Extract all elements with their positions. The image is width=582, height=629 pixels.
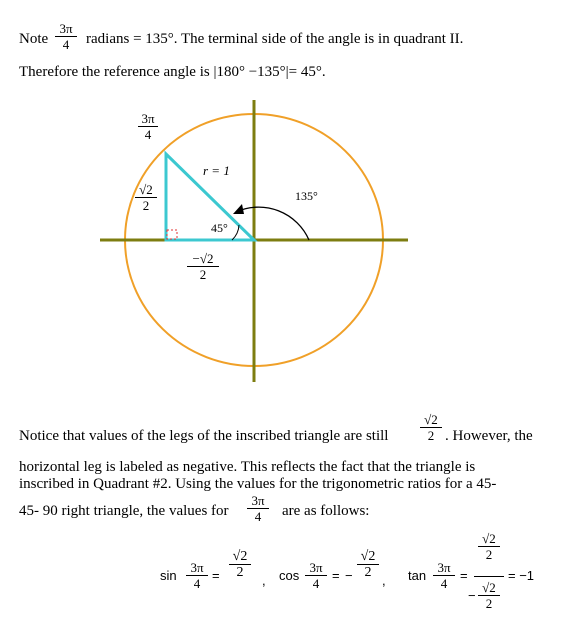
sin-label: sin (160, 568, 177, 583)
cos-arg-fraction: 3π 4 (305, 561, 327, 590)
tan-arg-fraction: 3π 4 (433, 561, 455, 590)
intro-line-1: radians = 135°. The terminal side of the angle is in quadrant II. (86, 31, 464, 47)
fraction-3pi-4: 3π 4 (55, 22, 77, 51)
tan-label: tan (408, 568, 427, 583)
fraction-3pi-4-body: 3π 4 (247, 494, 269, 523)
cos-negative-sign: − (345, 568, 353, 583)
sin-arg-fraction: 3π 4 (186, 561, 208, 590)
diagram-angle-label: 3π 4 (138, 112, 158, 141)
intro-line-2: Therefore the reference angle is |180° −135°|= 45°. (19, 64, 326, 80)
tan-denominator-fraction: √2 2 (478, 581, 500, 610)
angle-135-label: 135° (295, 189, 318, 203)
tan-main-fraction-bar (474, 576, 504, 577)
angle-45-arc (232, 225, 239, 240)
body-text-3: inscribed in Quadrant #2. Using the values for the trigonometric ratios for a 45- (19, 476, 497, 492)
tan-equals: = (460, 568, 468, 583)
body-text-4-end: are as follows: (282, 503, 370, 519)
tan-negative-sign: − (468, 588, 476, 603)
angle-45-label: 45° (211, 221, 228, 235)
right-angle-marker (167, 230, 177, 239)
fraction-root2-2: √2 2 (420, 413, 442, 442)
body-text-2: horizontal leg is labeled as negative. This reflects the fact that the triangle is (19, 459, 476, 475)
sin-comma: , (262, 573, 266, 588)
horizontal-leg-label: −√2 2 (187, 252, 219, 281)
sin-value-fraction: √2 2 (229, 550, 251, 579)
vertical-leg-label: √2 2 (135, 183, 157, 212)
body-text-1-end: . However, the (445, 428, 533, 444)
cos-comma: , (382, 573, 386, 588)
tan-numerator-fraction: √2 2 (478, 532, 500, 561)
radius-label: r = 1 (203, 163, 230, 178)
body-text-1-start: Notice that values of the legs of the inscribed triangle are still (19, 428, 389, 444)
cos-equals: = (332, 568, 340, 583)
arrow-head-icon (233, 204, 244, 214)
cos-label: cos (279, 568, 300, 583)
tan-result: = −1 (508, 568, 535, 583)
body-text-4-start: 45- 90 right triangle, the values for (19, 503, 229, 519)
sin-equals: = (212, 568, 220, 583)
note-label: Note (19, 31, 49, 47)
cos-value-fraction: √2 2 (357, 550, 379, 579)
